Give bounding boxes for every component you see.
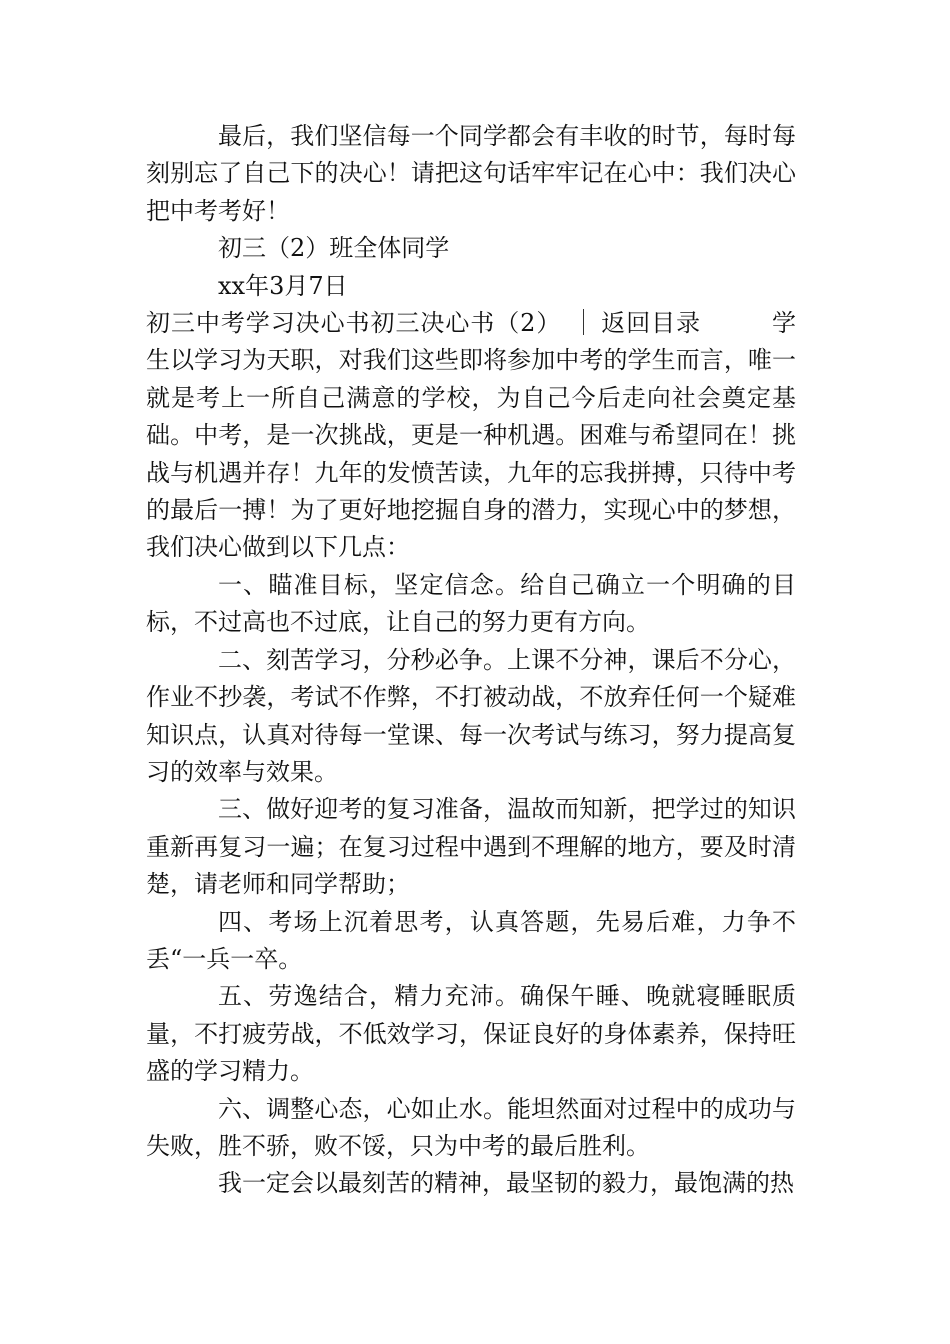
separator (583, 309, 584, 335)
final-line: 我一定会以最刻苦的精神，最坚韧的毅力，最饱满的热 (218, 1169, 794, 1198)
point-3: 三、做好迎考的复习准备，温故而知新，把学过的知识重新再复习一遍；在复习过程中遇到不理解的地方，要及时清楚，请老师和同学帮助； (146, 795, 796, 899)
intro-paragraph: 以学习为天职，对我们这些即将参加中考的学生而言，唯一就是考上一所自己满意的学校，为自己今后走向社会奠定基础。中考，是一次挑战，更是一种机遇。困难与希望同在！挑战与机遇并存！九年的发愤苦读，九年的忘我拼搏，只待中考的最后一搏！为了更好地挖掘自身的潜力，实现心中的梦想，我们决心做到以下几点： (146, 346, 796, 562)
date: xx年3月7日 (218, 271, 348, 300)
point-4: 四、考场上沉着思考，认真答题，先易后难，力争不丢“一兵一卒。 (146, 907, 796, 973)
back-to-contents-link[interactable]: 返回目录 (600, 309, 702, 338)
section-title: 初三中考学习决心书初三决心书（2） (146, 309, 562, 338)
document-body (146, 118, 796, 1203)
section-intro (146, 305, 796, 567)
point-2: 二、刻苦学习，分秒必争。上课不分神，课后不分心，作业不抄袭，考试不作弊，不打被动战，不放弃任何一个疑难知识点，认真对待每一堂课、每一次考试与练习，努力提高复习的效率与效果。 (146, 645, 796, 786)
closing-paragraph: 最后，我们坚信每一个同学都会有丰收的时节，每时每刻别忘了自己下的决心！请把这句话牢牢记在心中：我们决心把中考考好！ (146, 122, 796, 225)
point-6: 六、调整心态，心如止水。能坦然面对过程中的成功与失败，胜不骄，败不馁，只为中考的最后胜利。 (146, 1094, 796, 1160)
point-1: 一、瞄准目标，坚定信念。给自己确立一个明确的目标，不过高也不过底，让自己的努力更有方向。 (146, 570, 796, 637)
signature: 初三（2）班全体同学 (218, 234, 450, 263)
intro-lead: 学生 (146, 309, 797, 375)
point-5: 五、劳逸结合，精力充沛。确保午睡、晚就寝睡眠质量，不打疲劳战，不低效学习，保证良好的身体素养，保持旺盛的学习精力。 (146, 982, 796, 1086)
